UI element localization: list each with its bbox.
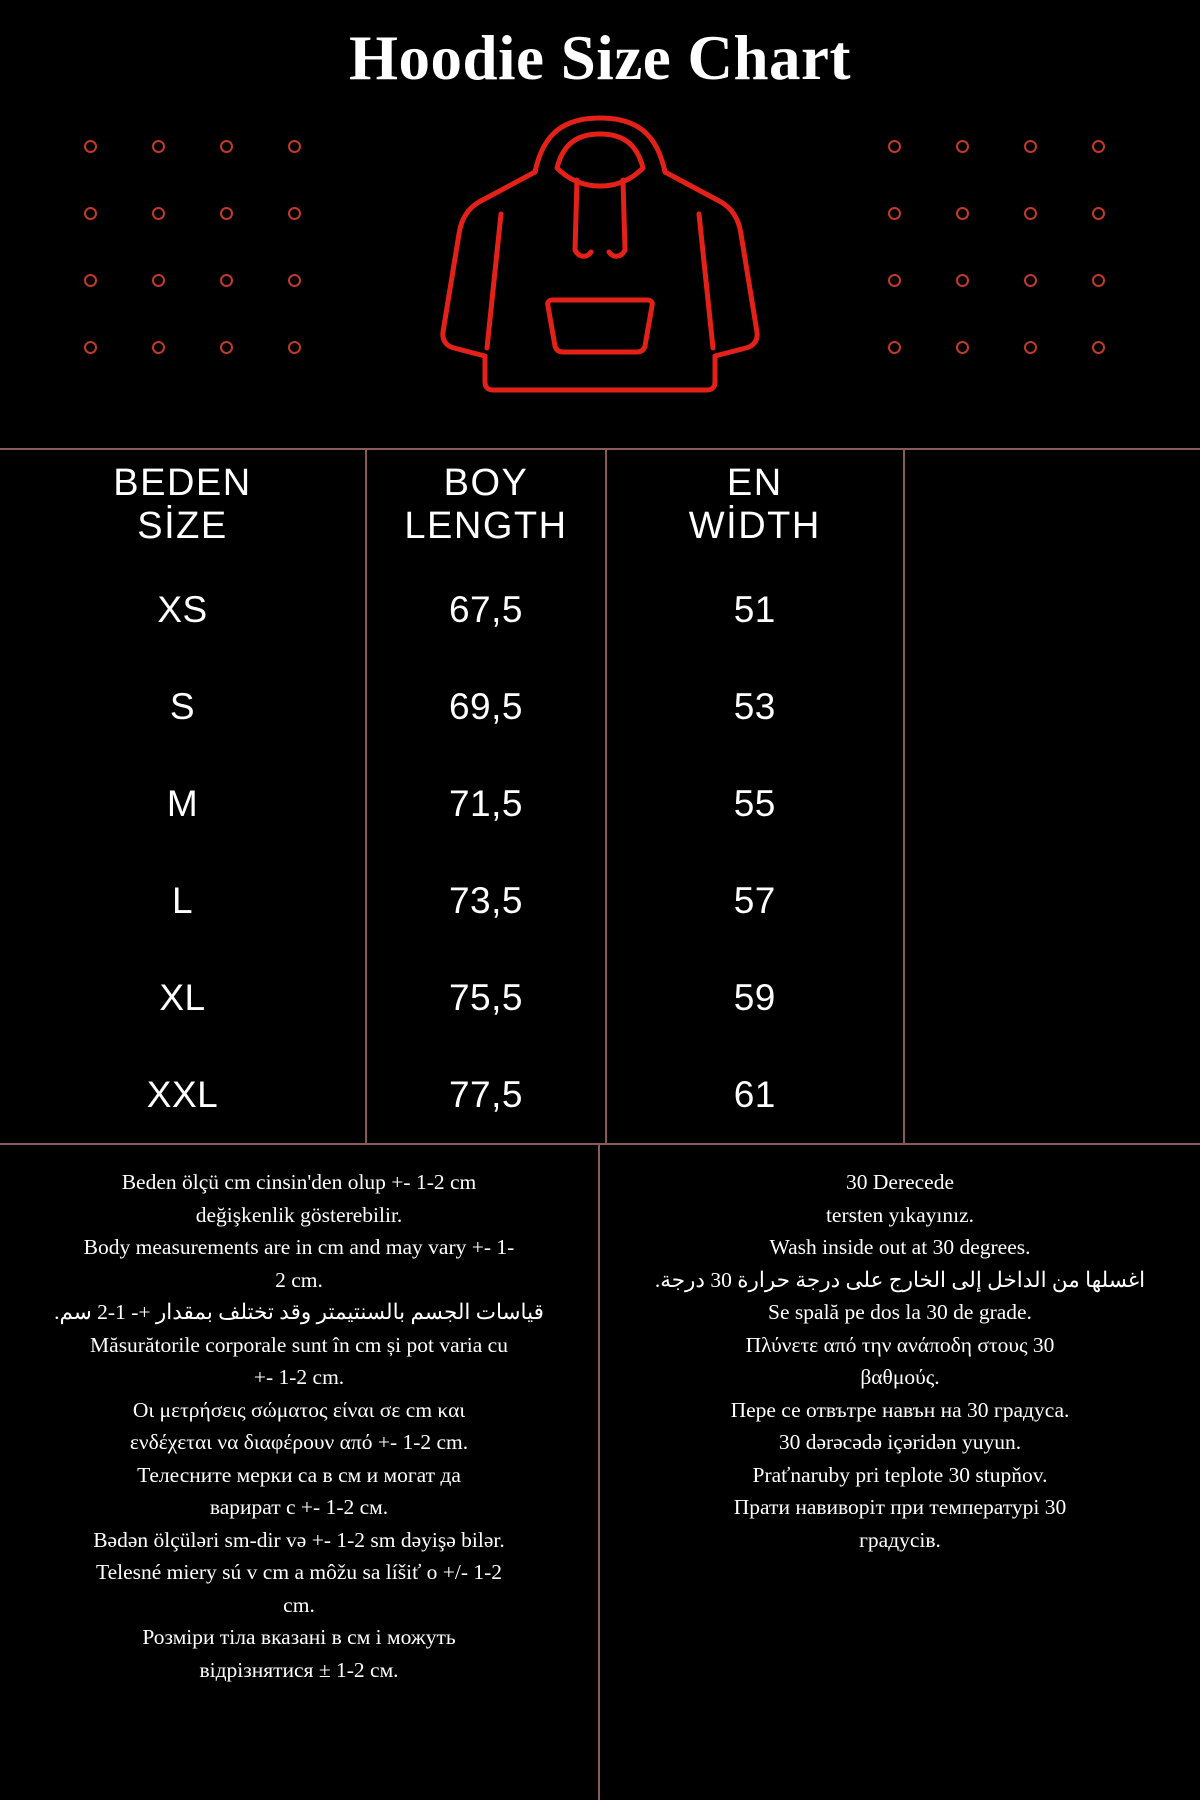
column-header-width (606, 450, 904, 561)
note-line: 2 cm. (275, 1267, 323, 1292)
cell-width: 51 (606, 561, 904, 658)
column-header-length-line2: LENGTH (404, 504, 568, 547)
note-line: +- 1-2 cm. (253, 1365, 345, 1390)
note-line: Beden ölçü cm cinsin'den olup +- 1-2 cm (121, 1170, 477, 1194)
column-header-length (366, 450, 606, 561)
washing-note (600, 1145, 1200, 1800)
cell-length: 71,5 (366, 755, 606, 852)
note-line-arabic: اغسلها من الداخل إلى الخارج على درجة حرارة 30 درجة. (654, 1267, 1146, 1292)
cell-size: XXL (0, 1046, 366, 1143)
cell-length: 75,5 (366, 949, 606, 1046)
cell-empty (904, 1046, 1200, 1143)
cell-empty (904, 852, 1200, 949)
cell-empty (904, 755, 1200, 852)
cell-empty (904, 658, 1200, 755)
hoodie-icon (435, 110, 765, 400)
header (0, 0, 1200, 448)
note-line: Wash inside out at 30 degrees. (769, 1235, 1031, 1260)
note-line-arabic: قياسات الجسم بالسنتيمتر وقد تختلف بمقدار +- 1-2 سم. (54, 1300, 544, 1325)
table-row (0, 949, 1200, 1046)
note-line: Телесните мерки са в см и могат да (137, 1462, 461, 1487)
note-line: Πλύνετε από την ανάποδη στους 30 (745, 1332, 1055, 1357)
measurement-note (0, 1145, 600, 1800)
table-row (0, 658, 1200, 755)
cell-size: S (0, 658, 366, 755)
note-line: Пере се отвътре навън на 30 градуса. (730, 1397, 1070, 1422)
cell-width: 61 (606, 1046, 904, 1143)
note-line: відрізнятися ± 1-2 см. (199, 1657, 399, 1682)
note-line: варират с +- 1-2 см. (209, 1495, 389, 1520)
note-line: βαθμούς. (860, 1365, 940, 1390)
table-header-row (0, 450, 1200, 561)
note-line: Bədən ölçüləri sm-dir və +- 1-2 sm dəyişə bilər. (93, 1527, 505, 1552)
note-line: Body measurements are in cm and may vary +- 1- (83, 1235, 515, 1260)
column-header-size (0, 450, 366, 561)
note-line: Se spală pe dos la 30 de grade. (768, 1300, 1032, 1325)
note-line: Οι μετρήσεις σώματος είναι σε cm και (132, 1397, 466, 1422)
cell-empty (904, 949, 1200, 1046)
column-header-width-line2: WİDTH (688, 504, 821, 547)
cell-size: L (0, 852, 366, 949)
note-line: ενδέχεται να διαφέρουν από +- 1-2 cm. (129, 1430, 469, 1455)
cell-size: M (0, 755, 366, 852)
cell-width: 55 (606, 755, 904, 852)
note-line: cm. (283, 1592, 315, 1617)
hoodie-illustration (0, 110, 1200, 400)
column-header-width-line1: EN (726, 462, 783, 504)
note-line: Розміри тіла вказані в см і можуть (142, 1625, 456, 1650)
table-row (0, 561, 1200, 658)
table-row (0, 1046, 1200, 1143)
table-row (0, 852, 1200, 949)
cell-length: 77,5 (366, 1046, 606, 1143)
cell-empty (904, 561, 1200, 658)
cell-width: 59 (606, 949, 904, 1046)
note-line: градусів. (859, 1527, 941, 1552)
column-header-size-line2: SİZE (137, 504, 228, 547)
note-line: 30 Derecede (845, 1170, 955, 1194)
cell-size: XS (0, 561, 366, 658)
note-line: Praťnaruby pri teplote 30 stupňov. (752, 1462, 1048, 1487)
page-title: Hoodie Size Chart (349, 23, 851, 93)
table-row (0, 755, 1200, 852)
note-line: Măsurătorile corporale sunt în cm și pot varia cu (90, 1332, 508, 1357)
column-header-empty (904, 450, 1200, 561)
cell-width: 57 (606, 852, 904, 949)
cell-length: 69,5 (366, 658, 606, 755)
cell-length: 67,5 (366, 561, 606, 658)
column-header-length-line1: BOY (443, 462, 529, 504)
size-table (0, 450, 1200, 1143)
cell-length: 73,5 (366, 852, 606, 949)
note-line: değişkenlik gösterebilir. (195, 1202, 403, 1227)
column-header-size-line1: BEDEN (113, 462, 252, 504)
size-table-block (0, 448, 1200, 1145)
note-line: Telesné miery sú v cm a môžu sa líšiť o +/- 1-2 (95, 1560, 503, 1585)
cell-size: XL (0, 949, 366, 1046)
cell-width: 53 (606, 658, 904, 755)
note-line: tersten yıkayınız. (825, 1202, 975, 1227)
note-line: 30 dərəcədə içəridən yuyun. (778, 1430, 1022, 1455)
notes-section (0, 1145, 1200, 1800)
note-line: Прати навиворіт при температурі 30 (733, 1495, 1067, 1520)
